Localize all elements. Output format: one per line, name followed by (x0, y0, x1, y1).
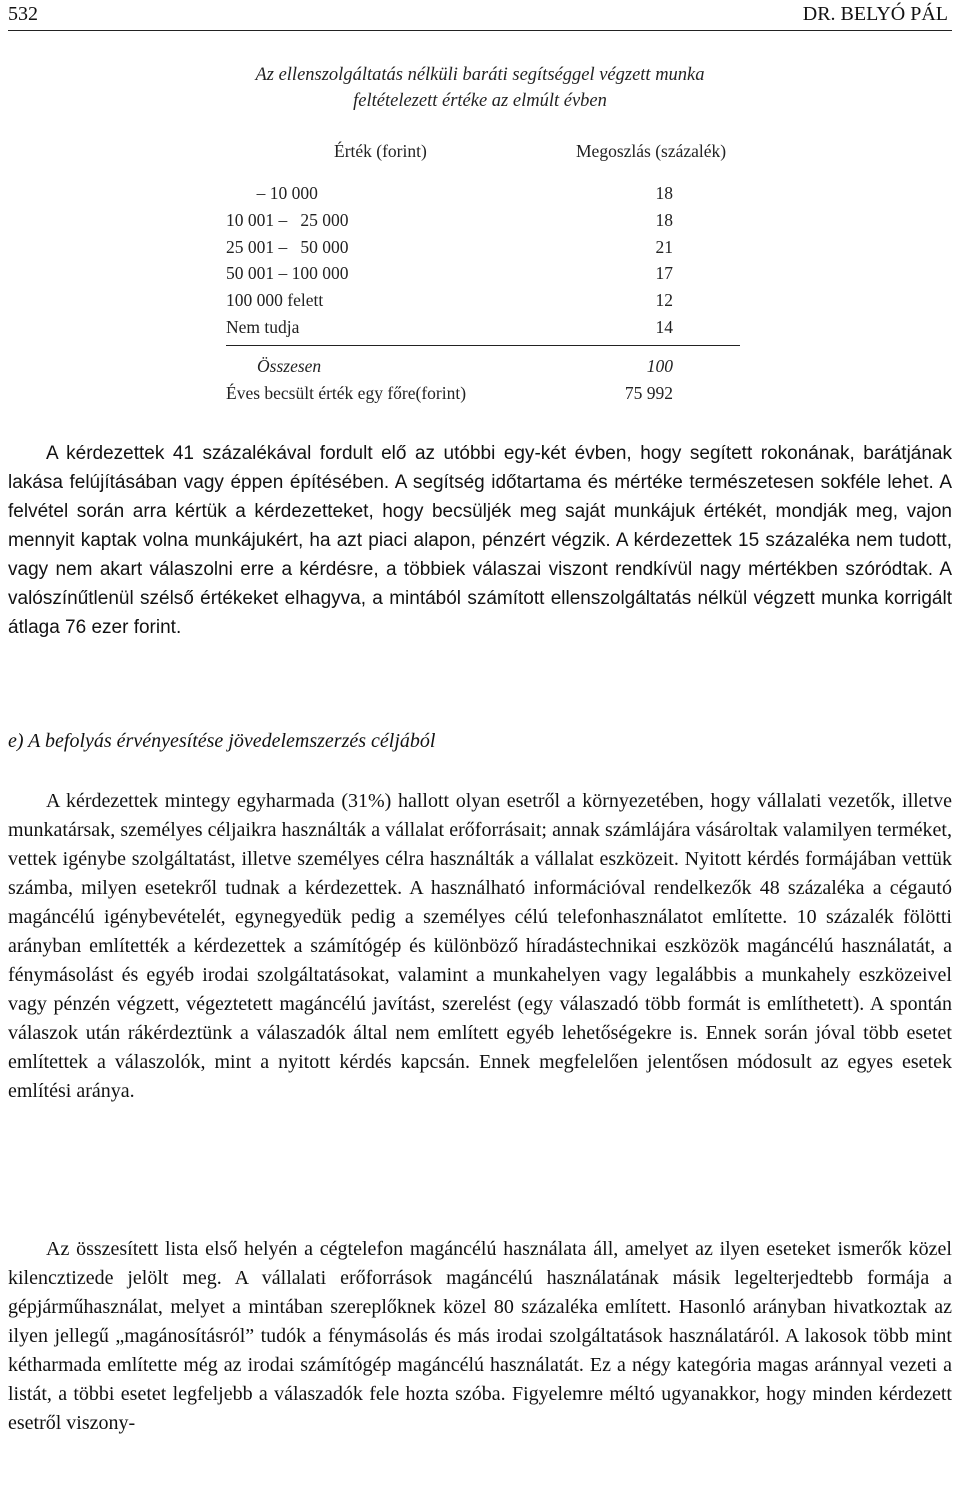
table-caption-line2: feltételezett értéke az elmúlt évben (353, 91, 607, 111)
table-total-value: 100 (646, 356, 673, 376)
page-number: 532 (8, 3, 38, 25)
section-title: e) A befolyás érvényesítése jövedelemszerzés céljából (8, 730, 436, 752)
table-row-label: Nem tudja (226, 317, 300, 337)
table-row-label: 100 000 felett (226, 290, 324, 310)
table-total-label: Összesen (257, 356, 322, 376)
table-row-value: 18 (655, 183, 673, 203)
table-row-value: 17 (655, 263, 673, 283)
page-header (8, 0, 952, 31)
table-total-rule (226, 345, 740, 346)
table-row-label: 25 001 – 50 000 (226, 237, 349, 257)
table-row-label: 50 001 – 100 000 (226, 263, 349, 283)
table-row-label: – 10 000 (226, 183, 318, 203)
paragraph-2: A kérdezettek mintegy egyharmada (31%) hallott olyan esetről a környezetében, hogy vállalati vezetők, illetve munkatársak, személyes céljaikra használták a vállalat erőforrásait; annak számlájára vásároltak valamilyen terméket, vettek igénybe szolgáltatást, illetve személyes célra használták a vállalat eszközeit. Nyitott kérdés formájában vettük számba, milyen esetekről tudnak a kérdezettek. A használható információval rendelkezők 48 százaléka a cégautó magáncélú igénybevételét, egynegyedük pedig a személyes célú telefonhasználatot említette. 10 százalék fölötti arányban említették a kérdezettek a számítógép és különböző híradástechnikai eszközök magáncélú használatát, a fénymásolást és egyéb irodai szolgáltatásokat, valamint a munkahelyen vagy legalábbis a munkahely eszközeivel vagy pénzén végzett, végeztetett magáncélú javítást, szerelést (egy válaszadó több formát is említhetett). A spontán válaszok után rákérdeztünk a válaszadók által nem említett egyéb lehetőségekre is. Ennek során jóval több esetet említettek a válaszolók, mint a nyitott kérdés kapcsán. Ennek megfelelően jelentősen módosult az egyes esetek említési aránya. (8, 790, 952, 1102)
table-row-value: 21 (655, 237, 673, 257)
paragraph-3: Az összesített lista első helyén a cégtelefon magáncélú használata áll, amelyet az ilyen eseteket ismerők közel kilencztizede jelölt meg. A vállalati erőforrások magáncélú használatának másik legelterjedtebb formája a gépjárműhasználat, melyet a mintában szereplőknek közel 80 százaléka említett. Hasonló arányban hivatkoztak az ilyen jellegű „magánosításról” tudók a fénymásolás és más irodai szolgáltatások használatáról. A lakosok több mint kétharmada említette még az irodai számítógép magáncélú használatát. Ez a négy kategória magas aránnyal vezeti a listát, a többi esetet legfeljebb a válaszadók fele hozta szóba. Figyelemre méltó ugyanakkor, hogy minden kérdezett esetről viszony- (8, 1238, 952, 1434)
column-header-value: Érték (forint) (334, 141, 427, 161)
table-caption-line1: Az ellenszolgáltatás nélküli baráti segítséggel végzett munka (255, 65, 705, 85)
table-row-value: 14 (655, 317, 673, 337)
table-row-value: 18 (655, 210, 673, 230)
table-row-label: 10 001 – 25 000 (226, 210, 349, 230)
table-row-value: 12 (655, 290, 673, 310)
column-header-share: Megoszlás (százalék) (576, 141, 727, 161)
table-annual-value: 75 992 (624, 383, 673, 403)
paragraph-1: A kérdezettek 41 százalékával fordult elő az utóbbi egy-két évben, hogy segített rokonának, barátjának lakása felújításában vagy éppen építésében. A segítség időtartama és mértéke természetesen sokféle lehet. A felvétel során arra kértük a kérdezetteket, hogy becsüljék meg saját munkájuk értékét, mondják meg, vajon mennyit kaptak volna munkájukért, ha azt piaci alapon, pénzért végzik. A kérdezettek 15 százaléka nem tudott, vagy nem akart válaszolni erre a kérdésre, a többiek válaszai viszont rendkívül nagy mértékben szóródtak. A valószínűtlenül szélső értékeket elhagyva, a mintából számított ellenszolgáltatás nélkül végzett munka korrigált átlaga 76 ezer forint. (8, 443, 952, 638)
running-head-author: DR. BELYÓ PÁL (802, 3, 948, 25)
table-annual-label: Éves becsült érték egy főre(forint) (226, 383, 467, 403)
